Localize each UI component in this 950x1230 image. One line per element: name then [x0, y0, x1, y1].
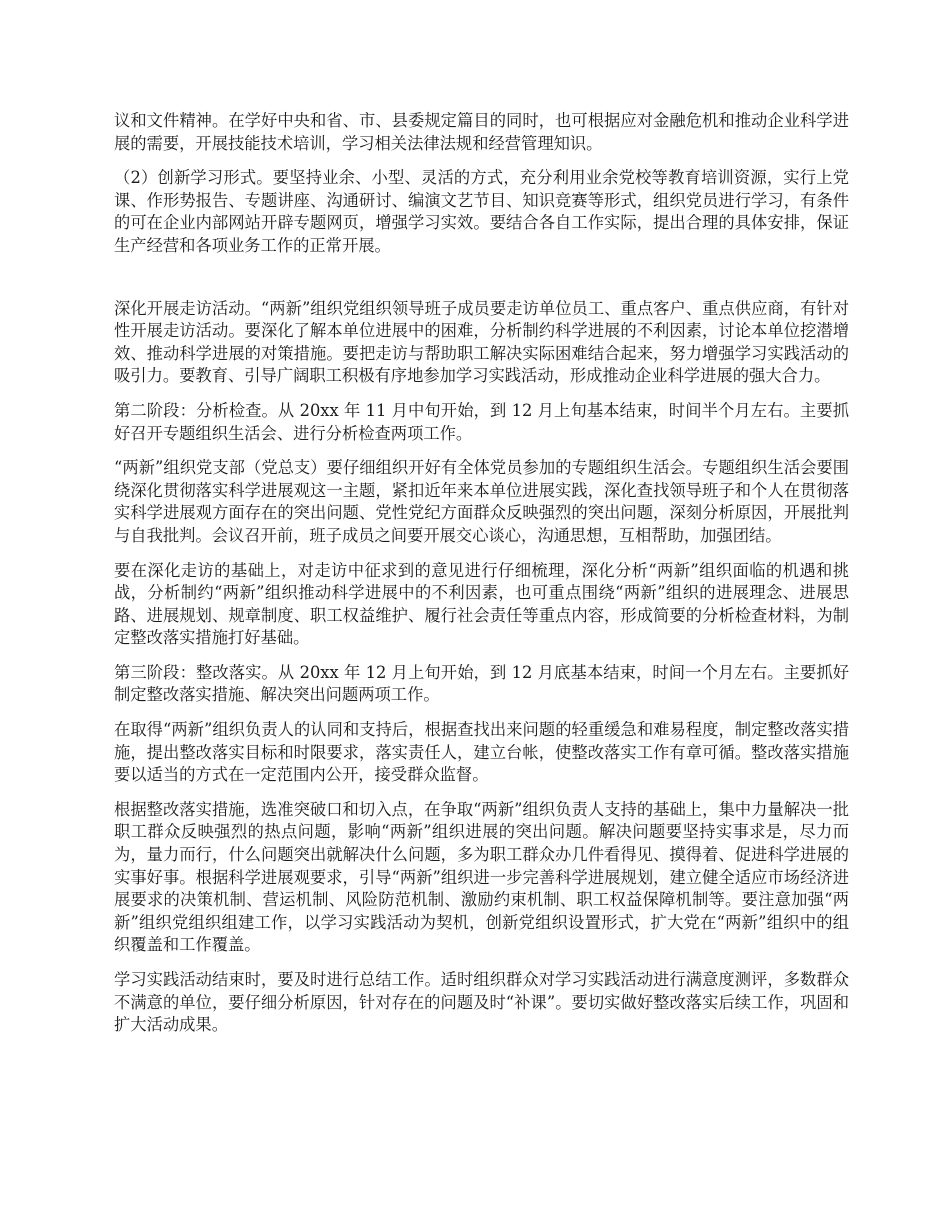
paragraph-summary: 学习实践活动结束时，要及时进行总结工作。适时组织群众对学习实践活动进行满意度测评，多数群众不满意的单位，要仔细分析原因，针对存在的问题及时“补课”。要切实做好整改落实后续工作，巩固和扩大活动成果。 — [114, 970, 849, 1035]
paragraph-study-forms: （2）创新学习形式。要坚持业余、小型、灵活的方式，充分利用业余党校等教育培训资源，实行上党课、作形势报告、专题讲座、沟通研讨、编演文艺节目、知识竞赛等形式，组织党员进行学习，有条件的可在企业内部网站开辟专题网页，增强学习实效。要结合各自工作实际，提出合理的具体安排，保证生产经营和各项业务工作的正常开展。 — [114, 168, 849, 255]
paragraph-visit-activity: 深化开展走访活动。“两新”组织党组织领导班子成员要走访单位员工、重点客户、重点供应商，有针对性开展走访活动。要深化了解本单位进展中的困难，分析制约科学进展的不利因素，讨论本单位挖潜增效、推动科学进展的对策措施。要把走访与帮助职工解决实际困难结合起来，努力增强学习实践活动的吸引力。要教育、引导广阔职工积极有序地参加学习实践活动，形成推动企业科学进展的强大合力。 — [114, 298, 849, 386]
paragraph-organization-meeting: “两新”组织党支部（党总支）要仔细组织开好有全体党员参加的专题组织生活会。专题组织生活会要围绕深化贯彻落实科学进展观这一主题，紧扣近年来本单位进展实践，深化查找领导班子和个人在贯彻落实科学进展观方面存在的突出问题、党性党纪方面群众反映强烈的突出问题，深刻分析原因，开展批判与自我批判。会议召开前，班子成员之间要开展交心谈心，沟通思想，互相帮助，加强团结。 — [114, 458, 849, 545]
document-body — [114, 110, 849, 1049]
paragraph-stage-two: 第二阶段：分析检查。从 20xx 年 11 月中旬开始，到 12 月上旬基本结束，时间半个月左右。主要抓好召开专题组织生活会、进行分析检查两项工作。 — [114, 400, 849, 443]
paragraph-analysis-material: 要在深化走访的基础上，对走访中征求到的意见进行仔细梳理，深化分析“两新”组织面临的机遇和挑战，分析制约“两新”组织推动科学进展中的不利因素，也可重点围绕“两新”组织的进展理念、进展思路、进展规划、规章制度、职工权益维护、履行社会责任等重点内容，形成简要的分析检查材料，为制定整改落实措施打好基础。 — [114, 560, 849, 648]
paragraph-study-content: 议和文件精神。在学好中央和省、市、县委规定篇目的同时，也可根据应对金融危机和推动企业科学进展的需要，开展技能技术培训，学习相关法律法规和经营管理知识。 — [114, 111, 849, 153]
paragraph-solve-problems: 根据整改落实措施，选准突破口和切入点，在争取“两新”组织负责人支持的基础上，集中力量解决一批职工群众反映强烈的热点问题，影响“两新”组织进展的突出问题。解决问题要坚持实事求是，尽力而为，量力而行，什么问题突出就解决什么问题，多为职工群众办几件看得见、摸得着、促进科学进展的实事好事。根据科学进展观要求，引导“两新”组织进一步完善科学进展规划，建立健全适应市场经济进展要求的决策机制、营运机制、风险防范机制、激励约束机制、职工权益保障机制等。要注意加强“两新”组织党组织组建工作，以学习实践活动为契机，创新党组织设置形式，扩大党在“两新”组织中的组织覆盖和工作覆盖。 — [114, 799, 849, 955]
paragraph-rectification-measures: 在取得“两新”组织负责人的认同和支持后，根据查找出来问题的轻重缓急和难易程度，制定整改落实措施，提出整改落实目标和时限要求，落实责任人，建立台帐，使整改落实工作有章可循。整改落实措施要以适当的方式在一定范围内公开，接受群众监督。 — [114, 720, 849, 785]
paragraph-stage-three: 第三阶段：整改落实。从 20xx 年 12 月上旬开始，到 12 月底基本结束，时间一个月左右。主要抓好制定整改落实措施、解决突出问题两项工作。 — [114, 662, 849, 705]
